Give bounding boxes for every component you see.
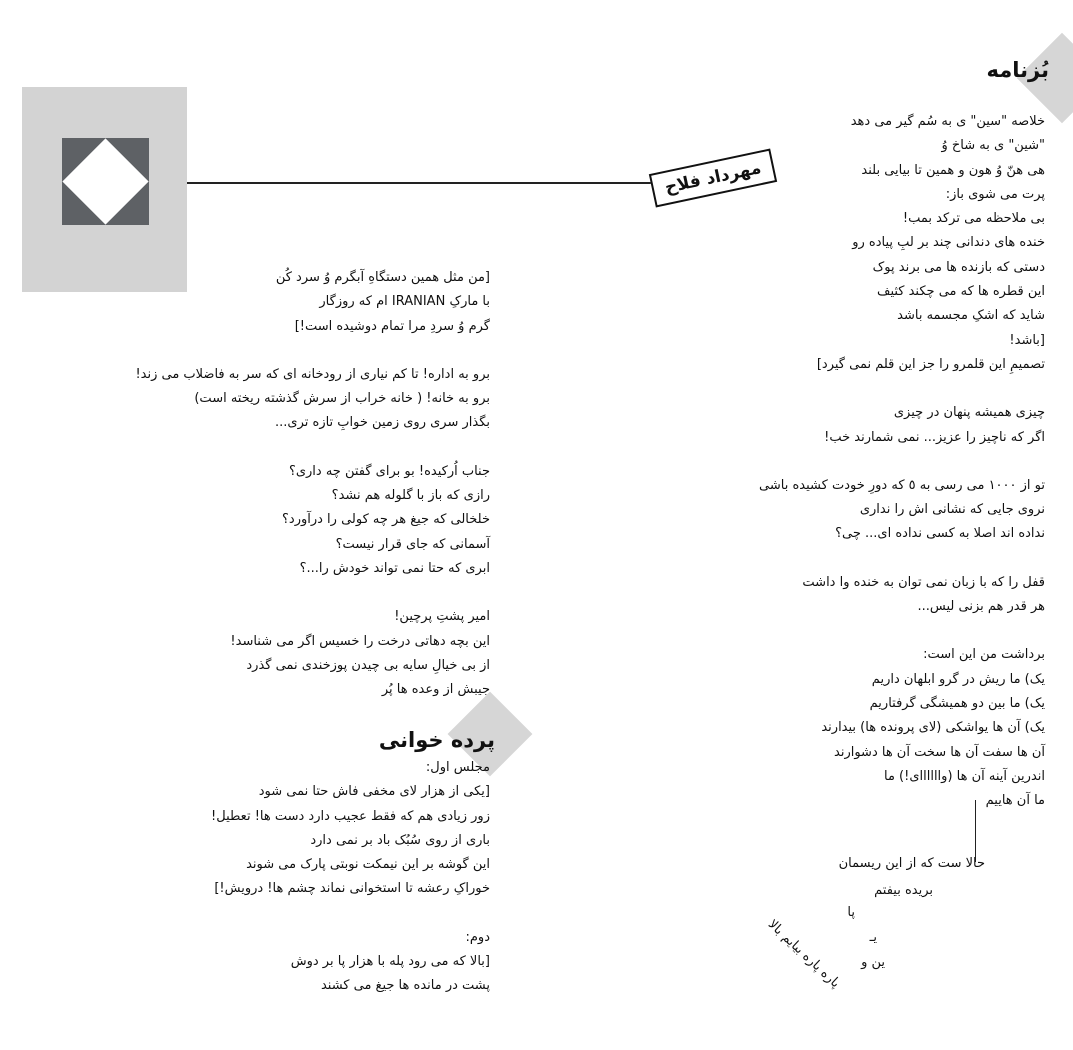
poem-line: تو از ۱۰۰۰ می رسی به ٥ که دورِ خودت کشیده باشی — [759, 477, 1045, 493]
poem-line: اندرین آینه آن ها (واااااای!) ما — [883, 768, 1045, 784]
poem-line: شاید که اشکِ مجسمه باشد — [897, 308, 1045, 324]
poem-line: ابری که حتا نمی تواند خودش را...؟ — [299, 560, 490, 576]
poem-line: بی ملاحظه می ترکد بمب! — [902, 211, 1045, 227]
poem3-body — [211, 756, 490, 999]
poem-line: خلاصه "سین" ی به سُم گیر می دهد — [850, 114, 1045, 129]
stanza-gap — [759, 547, 1045, 571]
poem-line: آن ها سفت آن ها سخت آن ها دشوارند — [834, 744, 1045, 760]
poem-line: [یکی از هزار لای مخفی فاش حتا نمی شود — [258, 784, 490, 800]
poem-line: آسمانی که جای قرار نیست؟ — [335, 536, 490, 552]
poem-line: دستی که بازنده ها می برند پوک — [872, 259, 1045, 275]
poem-line: رازی که باز با گلوله هم نشد؟ — [331, 488, 490, 504]
stanza-gap — [759, 619, 1045, 643]
dark-square — [62, 138, 149, 225]
white-diamond — [62, 138, 148, 224]
poem-line: خنده های دندانی چند بر لبِ پیاده رو — [852, 235, 1045, 251]
rope-diagonal: پاره پاره بیایم بالا — [764, 917, 843, 992]
rope-line-3: پا — [847, 905, 855, 920]
poem-line: نداده اند اصلا به کسی نداده ای... چی؟ — [835, 526, 1045, 542]
poem-line: هر قدر هم بزنی لیس... — [917, 599, 1045, 615]
stanza-gap — [759, 450, 1045, 474]
poem-line: هی هنّ وُ هون و همین تا بیایی بلند — [861, 162, 1045, 178]
poem-line: [بالا که می رود پله با هزار پا بر دوش — [290, 954, 490, 970]
poem-line: بگذار سری روی زمین خوابِ تازه تری... — [275, 415, 490, 431]
poem-line: از بی خیالِ سایه بی چیدن پوزخندی نمی گذرد — [246, 657, 490, 673]
author-name: مهرداد فلاح — [663, 158, 763, 198]
stanza-gap — [759, 377, 1045, 401]
poem2-body — [135, 266, 490, 702]
stanza-gap — [135, 339, 490, 363]
stanza-gap — [211, 902, 490, 926]
poem-line: جناب اُرکیده! بو برای گفتن چه داری؟ — [288, 463, 490, 479]
poem-line: خلخالی که جیغ هر چه کولی را درآورد؟ — [282, 512, 490, 528]
poem-line: قفل را که با زبان نمی توان به خنده وا داشت — [802, 574, 1045, 590]
poem-line: امیر پشتِ پرچین! — [394, 609, 490, 625]
poem-line: پشت در مانده ها جیغ می کشند — [320, 978, 490, 994]
poem-line: برداشت من این است: — [923, 647, 1045, 663]
rope-line-1: حالا ست که از این ریسمان — [838, 856, 985, 871]
rope-line — [975, 800, 976, 862]
poem-line: نروی جایی که نشانی اش را نداری — [859, 502, 1045, 518]
poem-line: جیبش از وعده ها پُر — [381, 682, 490, 698]
poem-line: [باشد! — [1009, 332, 1045, 348]
stanza-gap — [135, 581, 490, 605]
decorative-panel — [22, 87, 187, 292]
rope-line-5: ین و — [861, 955, 885, 970]
poem-line: یک) ما بین دو همیشگی گرفتاریم — [869, 695, 1045, 711]
poem-line: پرت می شوی باز: — [945, 186, 1045, 202]
author-rule — [187, 182, 657, 184]
poem-line: برو به اداره! تا کم نیاری از رودخانه ای که سر به فاضلاب می زند! — [135, 366, 490, 382]
author-label — [649, 148, 777, 207]
poem-line: یک) ما ریش در گرو ابلهان داریم — [871, 671, 1045, 687]
poem-line: "شین" ی به شاخ وُ — [941, 138, 1045, 154]
poem-line: این گوشه بر این نیمکت نوبتی پارک می شوند — [246, 857, 490, 873]
poem-line: خوراکِ رعشه تا استخوانی نماند چشم ها! درویش!] — [214, 881, 490, 897]
poem-line: دوم: — [465, 929, 490, 945]
poem1-title: بُزنامه — [986, 58, 1049, 82]
poem-line: مجلس اول: — [425, 760, 490, 775]
poem-line: اگر که ناچیز را عزیز... نمی شمارند خب! — [824, 429, 1045, 445]
rope-line-2: بریده بیفتم — [874, 883, 933, 898]
poem1-body — [759, 110, 1045, 813]
poem-line: برو به خانه! ( خانه خراب از سرش گذشته ریخته است) — [194, 391, 490, 407]
poem-line: این قطره ها که می چکند کثیف — [876, 284, 1045, 300]
poem-line: ما آن هاییم — [985, 793, 1045, 809]
poem-line: زور زیادی هم که فقط عجیب دارد دست ها! تعطیل! — [211, 808, 490, 824]
stanza-gap — [135, 436, 490, 460]
poem-line: یک) آن ها یواشکی (لای پرونده ها) بیدارند — [821, 720, 1045, 736]
poem-line: این بچه دهاتی درخت را خسیس اگر می شناسد! — [230, 633, 490, 649]
poem-line: باری از روی سُبُک باد بر نمی دارد — [310, 832, 490, 848]
poem-line: [من مثل همین دستگاهِ آبگرم وُ سرد کُن — [275, 270, 490, 285]
rope-line-4: یـ — [869, 930, 877, 945]
poem-line: تصمیمِ این قلمرو را جز این قلم نمی گیرد] — [816, 356, 1045, 372]
poem3-title: پرده خوانی — [378, 728, 495, 752]
poem-line: با مارکِ IRANIAN ام که روزگار — [319, 294, 490, 310]
poem-line: گرم وُ سردِ مرا تمام دوشیده است!] — [294, 318, 490, 334]
poem-line: چیزی همیشه پنهان در چیزی — [893, 405, 1045, 421]
